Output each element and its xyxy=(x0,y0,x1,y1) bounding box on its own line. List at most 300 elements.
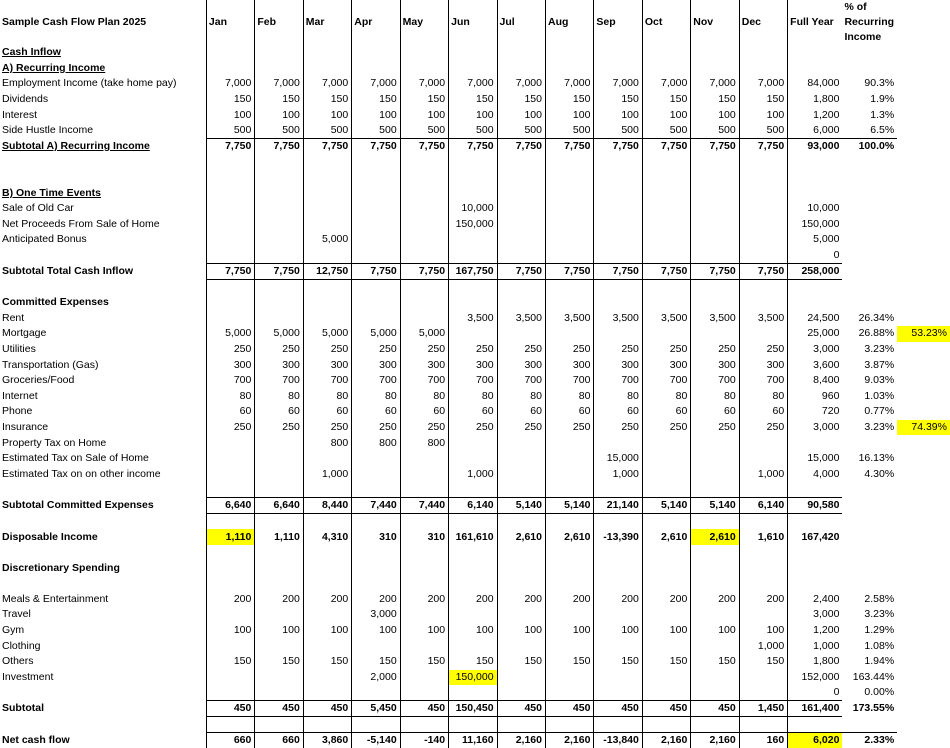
cell-jan: 100 xyxy=(206,107,254,123)
cell-dec: 7,000 xyxy=(739,76,787,92)
cell-apr: 7,750 xyxy=(352,263,400,279)
cell-feb: 250 xyxy=(255,420,303,436)
cell-aug: 100 xyxy=(545,623,593,639)
cell-full-year: 8,400 xyxy=(788,373,843,389)
cell-oct: 150 xyxy=(642,92,690,108)
cell-feb xyxy=(255,466,303,482)
cell-may: 700 xyxy=(400,373,448,389)
cell-jan xyxy=(206,217,254,233)
cell-apr: 7,440 xyxy=(352,498,400,514)
cell-dec: 300 xyxy=(739,357,787,373)
cell-dec: 80 xyxy=(739,388,787,404)
cell-pct: 1.9% xyxy=(870,93,895,106)
row-label: Internet xyxy=(2,389,38,402)
row-label: Subtotal xyxy=(2,702,44,715)
table-row xyxy=(0,342,950,358)
cell-sep: 100 xyxy=(594,623,642,639)
cell-jan xyxy=(206,201,254,217)
cell-oct: 2,160 xyxy=(642,732,690,748)
cell-pct: 6.5% xyxy=(870,124,895,137)
cell-feb: 300 xyxy=(255,357,303,373)
cell-apr: 60 xyxy=(352,404,400,420)
spacer-row xyxy=(0,717,950,733)
cell-pct xyxy=(842,263,897,279)
cell-jul: 250 xyxy=(497,420,545,436)
cell-oct: 60 xyxy=(642,404,690,420)
cell-jan: 250 xyxy=(206,342,254,358)
cell-full-year: 84,000 xyxy=(788,76,843,92)
cell-dec: 3,500 xyxy=(739,311,787,327)
cell-dec: 1,000 xyxy=(739,638,787,654)
cell-feb: 7,750 xyxy=(255,263,303,279)
row-label: Transportation (Gas) xyxy=(2,358,99,371)
cell-may: 7,750 xyxy=(400,263,448,279)
cell-oct xyxy=(642,451,690,467)
cell-pct: 4.30% xyxy=(864,467,895,480)
cell-jul xyxy=(497,435,545,451)
cell-mar: 1,000 xyxy=(303,466,351,482)
table-row xyxy=(0,92,950,108)
cell-pct: 3.87% xyxy=(864,358,895,371)
cell-mar: 500 xyxy=(303,123,351,139)
cell-oct xyxy=(642,232,690,248)
cell-pct: 9.03% xyxy=(864,374,895,387)
cell-oct xyxy=(642,466,690,482)
cell-dec xyxy=(739,451,787,467)
spacer-row xyxy=(0,545,950,561)
cell-dec: 250 xyxy=(739,342,787,358)
cell-feb: 450 xyxy=(255,701,303,717)
cell-sep: 60 xyxy=(594,404,642,420)
cell-pct: 26.34% xyxy=(858,311,895,324)
cell-jul: 80 xyxy=(497,388,545,404)
cell-sep xyxy=(594,232,642,248)
table-row xyxy=(0,685,950,701)
cell-sep xyxy=(594,670,642,686)
cell-dec: 7,750 xyxy=(739,263,787,279)
cell-pct xyxy=(842,498,897,514)
spacer-row xyxy=(0,482,950,498)
cell-jun: 7,000 xyxy=(449,76,497,92)
cell-pct: 3.23% xyxy=(864,342,895,355)
cell-apr: 150 xyxy=(352,654,400,670)
section-discretionary-spending xyxy=(0,560,950,576)
cell-mar: 7,750 xyxy=(303,139,351,155)
cell-jun xyxy=(449,451,497,467)
cell-mar: 8,440 xyxy=(303,498,351,514)
cell-jul: 200 xyxy=(497,592,545,608)
section-cash-inflow xyxy=(0,45,950,61)
cell-dec xyxy=(739,201,787,217)
cell-feb: 5,000 xyxy=(255,326,303,342)
cell-apr: 3,000 xyxy=(352,607,400,623)
cell-may: 250 xyxy=(400,342,448,358)
table-row-subtotal xyxy=(0,263,950,279)
cell-oct xyxy=(642,326,690,342)
cell-pct: 163.44% xyxy=(852,670,895,683)
col-header-jan: Jan xyxy=(206,0,254,45)
cell-may: 150 xyxy=(400,654,448,670)
cell-jan: 6,640 xyxy=(206,498,254,514)
cell-aug: 150 xyxy=(545,92,593,108)
cell-nov: 3,500 xyxy=(691,311,739,327)
cell-sep: 200 xyxy=(594,592,642,608)
cell-full-year: 1,200 xyxy=(788,107,843,123)
cell-oct xyxy=(642,638,690,654)
cell-apr: 300 xyxy=(352,357,400,373)
cell-jul: 2,160 xyxy=(497,732,545,748)
cell-full-year: 161,400 xyxy=(788,701,843,717)
cell-mar xyxy=(303,638,351,654)
col-header-jul: Jul xyxy=(497,0,545,45)
cell-jun: 300 xyxy=(449,357,497,373)
cell-pct xyxy=(842,248,897,264)
cell-apr: 5,000 xyxy=(352,326,400,342)
row-label: Rent xyxy=(2,311,25,324)
cell-jan: 100 xyxy=(206,623,254,639)
cell-jan: 200 xyxy=(206,592,254,608)
row-label: Subtotal Committed Expenses xyxy=(2,499,154,512)
cell-jun xyxy=(449,232,497,248)
cell-jan: 5,000 xyxy=(206,326,254,342)
cell-sep: 450 xyxy=(594,701,642,717)
cell-jun xyxy=(449,607,497,623)
cell-full-year: 90,580 xyxy=(788,498,843,514)
cell-pct xyxy=(842,435,897,451)
cell-nov xyxy=(691,201,739,217)
cell-mar xyxy=(303,607,351,623)
spacer-row xyxy=(0,154,950,170)
cell-pct: 0.77% xyxy=(864,405,895,418)
cell-mar: 150 xyxy=(303,654,351,670)
cell-sep xyxy=(594,201,642,217)
cell-mar: 3,860 xyxy=(303,732,351,748)
cell-committed-pct-highlight: 74.39% xyxy=(897,420,950,436)
table-row xyxy=(0,76,950,92)
row-label: Property Tax on Home xyxy=(2,436,107,449)
cell-feb: 7,750 xyxy=(255,139,303,155)
cell-oct: 450 xyxy=(642,701,690,717)
table-row xyxy=(0,435,950,451)
cell-dec: 150 xyxy=(739,654,787,670)
cell-dec: 1,610 xyxy=(739,529,787,545)
cell-full-year: 93,000 xyxy=(788,139,843,155)
cell-may: 5,000 xyxy=(400,326,448,342)
cell-nov: 250 xyxy=(691,420,739,436)
row-label xyxy=(0,248,206,264)
cell-mar xyxy=(303,217,351,233)
cell-full-year: 152,000 xyxy=(788,670,843,686)
cell-mar xyxy=(303,311,351,327)
cell-apr: -5,140 xyxy=(352,732,400,748)
table-row xyxy=(0,623,950,639)
cell-apr: 2,000 xyxy=(352,670,400,686)
cell-pct: 3.23% xyxy=(864,608,895,621)
cell-jan xyxy=(206,232,254,248)
cell-jul: 7,750 xyxy=(497,263,545,279)
cell-may: 80 xyxy=(400,388,448,404)
cell-apr: 80 xyxy=(352,388,400,404)
cell-mar: 7,000 xyxy=(303,76,351,92)
table-row xyxy=(0,654,950,670)
cell-may: 7,750 xyxy=(400,139,448,155)
cell-may: 150 xyxy=(400,92,448,108)
table-row xyxy=(0,466,950,482)
cell-apr xyxy=(352,217,400,233)
cell-full-year: 4,000 xyxy=(788,466,843,482)
cell-dec: 100 xyxy=(739,623,787,639)
cell-oct: 700 xyxy=(642,373,690,389)
cell-feb xyxy=(255,232,303,248)
cell-aug: 2,610 xyxy=(545,529,593,545)
section-label-discretionary: Discretionary Spending xyxy=(2,561,120,574)
cell-jul xyxy=(497,217,545,233)
cell-jan: 300 xyxy=(206,357,254,373)
cell-dec xyxy=(739,670,787,686)
cell-nov xyxy=(691,670,739,686)
cell-dec: 100 xyxy=(739,107,787,123)
cell-feb: 200 xyxy=(255,592,303,608)
cell-jul: 300 xyxy=(497,357,545,373)
col-header-may: May xyxy=(400,0,448,45)
cell-jan xyxy=(206,607,254,623)
cell-feb: 60 xyxy=(255,404,303,420)
cell-sep: 15,000 xyxy=(594,451,642,467)
cell-dec: 250 xyxy=(739,420,787,436)
cell-jun: 150 xyxy=(449,92,497,108)
cell-pct: 1.08% xyxy=(864,639,895,652)
cell-oct: 500 xyxy=(642,123,690,139)
cell-jun: 150,000 xyxy=(449,217,497,233)
cell-may xyxy=(400,217,448,233)
cell-jun xyxy=(449,435,497,451)
cell-pct: 173.55% xyxy=(852,702,895,715)
cell-full-year: 10,000 xyxy=(788,201,843,217)
cell-jul xyxy=(497,670,545,686)
cell-may: 100 xyxy=(400,107,448,123)
cell-jun: 100 xyxy=(449,107,497,123)
table-row-subtotal xyxy=(0,139,950,155)
cell-nov: 500 xyxy=(691,123,739,139)
cell-aug: 5,140 xyxy=(545,498,593,514)
table-row xyxy=(0,670,950,686)
cell-mar: 12,750 xyxy=(303,263,351,279)
cell-pct: 1.03% xyxy=(864,389,895,402)
cell-apr xyxy=(352,311,400,327)
col-header-jun: Jun xyxy=(449,0,497,45)
table-row xyxy=(0,592,950,608)
cell-jan xyxy=(206,638,254,654)
cell-jun: 500 xyxy=(449,123,497,139)
cell-jul: 150 xyxy=(497,654,545,670)
cell-dec xyxy=(739,326,787,342)
row-label: Groceries/Food xyxy=(2,374,75,387)
row-label: Dividends xyxy=(2,93,49,106)
table-row xyxy=(0,217,950,233)
cell-nov: 450 xyxy=(691,701,739,717)
section-label-committed: Committed Expenses xyxy=(2,296,109,309)
cell-jul: 500 xyxy=(497,123,545,139)
cell-nov xyxy=(691,217,739,233)
table-row xyxy=(0,451,950,467)
cell-sep: 80 xyxy=(594,388,642,404)
section-label-b-onetime: B) One Time Events xyxy=(2,186,102,199)
cell-full-year: 24,500 xyxy=(788,311,843,327)
section-committed-expenses xyxy=(0,295,950,311)
cell-aug: 250 xyxy=(545,420,593,436)
cell-pct: 3.23% xyxy=(864,420,895,433)
cell-jun: 3,500 xyxy=(449,311,497,327)
cell-housing-pct-highlight: 53.23% xyxy=(897,326,950,342)
cell-jun: 200 xyxy=(449,592,497,608)
cell-sep: 7,000 xyxy=(594,76,642,92)
cell-full-year: 3,000 xyxy=(788,607,843,623)
cell-dec: 200 xyxy=(739,592,787,608)
col-header-full-year: Full Year xyxy=(788,0,843,45)
row-label: Estimated Tax on Sale of Home xyxy=(2,452,149,465)
row-label: Net Proceeds From Sale of Home xyxy=(2,217,160,230)
row-label: Sale of Old Car xyxy=(2,202,74,215)
cell-oct xyxy=(642,217,690,233)
cell-jul: 60 xyxy=(497,404,545,420)
cell-apr: 5,450 xyxy=(352,701,400,717)
cell-oct: 300 xyxy=(642,357,690,373)
cell-oct: 150 xyxy=(642,654,690,670)
row-label: Net cash flow xyxy=(2,733,70,746)
cell-jun: 150,450 xyxy=(449,701,497,717)
cell-full-year: 3,000 xyxy=(788,420,843,436)
cell-apr: 800 xyxy=(352,435,400,451)
cell-oct: 7,750 xyxy=(642,263,690,279)
cell-jan: 500 xyxy=(206,123,254,139)
table-row xyxy=(0,420,950,436)
cell-jan xyxy=(206,466,254,482)
cell-may: 500 xyxy=(400,123,448,139)
cell-oct: 5,140 xyxy=(642,498,690,514)
cell-jan: 150 xyxy=(206,654,254,670)
cell-full-year: 6,020 xyxy=(788,732,843,748)
cell-nov: 7,750 xyxy=(691,139,739,155)
cell-dec xyxy=(739,435,787,451)
cell-mar: 450 xyxy=(303,701,351,717)
cell-oct xyxy=(642,201,690,217)
cell-jul: 250 xyxy=(497,342,545,358)
cell-jul: 700 xyxy=(497,373,545,389)
cell-feb xyxy=(255,638,303,654)
cell-aug xyxy=(545,326,593,342)
cell-feb: 500 xyxy=(255,123,303,139)
cell-feb: 150 xyxy=(255,654,303,670)
cell-may: 800 xyxy=(400,435,448,451)
cell-aug xyxy=(545,670,593,686)
cell-dec xyxy=(739,232,787,248)
col-header-mar: Mar xyxy=(303,0,351,45)
cell-apr: 310 xyxy=(352,529,400,545)
table-row xyxy=(0,607,950,623)
cell-nov xyxy=(691,451,739,467)
cell-aug: 300 xyxy=(545,357,593,373)
cell-nov: 7,000 xyxy=(691,76,739,92)
cell-apr: 7,000 xyxy=(352,76,400,92)
cell-jul xyxy=(497,232,545,248)
cell-aug: 100 xyxy=(545,107,593,123)
cell-jan xyxy=(206,311,254,327)
cell-sep: 250 xyxy=(594,342,642,358)
cell-full-year: 5,000 xyxy=(788,232,843,248)
cell-nov: 60 xyxy=(691,404,739,420)
cell-may: 7,440 xyxy=(400,498,448,514)
cell-may: 7,000 xyxy=(400,76,448,92)
cell-mar xyxy=(303,451,351,467)
cell-feb: 100 xyxy=(255,107,303,123)
cell-mar xyxy=(303,201,351,217)
cell-may: 450 xyxy=(400,701,448,717)
table-row xyxy=(0,123,950,139)
cell-full-year: 0 xyxy=(788,685,843,701)
cell-full-year: 2,400 xyxy=(788,592,843,608)
cell-nov: 200 xyxy=(691,592,739,608)
cell-dec: 1,000 xyxy=(739,466,787,482)
cell-pct: 0.00% xyxy=(864,686,895,699)
cell-nov: 300 xyxy=(691,357,739,373)
row-label: Others xyxy=(2,655,34,668)
cell-apr: 250 xyxy=(352,342,400,358)
col-header-feb: Feb xyxy=(255,0,303,45)
cell-full-year: 167,420 xyxy=(788,529,843,545)
cell-nov: 2,610 xyxy=(691,529,739,545)
cell-jun: 700 xyxy=(449,373,497,389)
cell-jul: 100 xyxy=(497,107,545,123)
cell-jan: 450 xyxy=(206,701,254,717)
cell-oct: 7,750 xyxy=(642,139,690,155)
col-header-pct: % of Recurring Income xyxy=(844,1,895,43)
cell-aug: 150 xyxy=(545,654,593,670)
cell-nov: 700 xyxy=(691,373,739,389)
cell-jun: 100 xyxy=(449,623,497,639)
cell-apr xyxy=(352,451,400,467)
cell-pct: 90.3% xyxy=(864,77,895,90)
cell-jun: 150 xyxy=(449,654,497,670)
cell-feb xyxy=(255,217,303,233)
cell-full-year: 150,000 xyxy=(788,217,843,233)
cell-oct: 7,000 xyxy=(642,76,690,92)
cell-jan: 150 xyxy=(206,92,254,108)
cell-pct xyxy=(842,232,897,248)
cell-nov: 250 xyxy=(691,342,739,358)
cell-pct xyxy=(842,201,897,217)
cell-sep: 7,750 xyxy=(594,263,642,279)
cell-full-year: 25,000 xyxy=(788,326,843,342)
cell-nov xyxy=(691,232,739,248)
cell-full-year: 0 xyxy=(788,248,843,264)
cell-oct: 200 xyxy=(642,592,690,608)
cell-apr xyxy=(352,638,400,654)
cell-pct: 2.33% xyxy=(842,732,897,748)
spacer-row xyxy=(0,576,950,592)
cell-apr: 150 xyxy=(352,92,400,108)
cell-jan: 7,000 xyxy=(206,76,254,92)
row-label xyxy=(0,685,206,701)
cell-nov xyxy=(691,466,739,482)
cell-nov: 100 xyxy=(691,107,739,123)
cell-jan: 660 xyxy=(206,732,254,748)
cell-pct xyxy=(842,217,897,233)
cell-pct: 1.29% xyxy=(864,624,895,637)
cell-jan: 700 xyxy=(206,373,254,389)
cell-sep: -13,840 xyxy=(594,732,642,748)
cell-aug: 250 xyxy=(545,342,593,358)
cell-mar: 150 xyxy=(303,92,351,108)
